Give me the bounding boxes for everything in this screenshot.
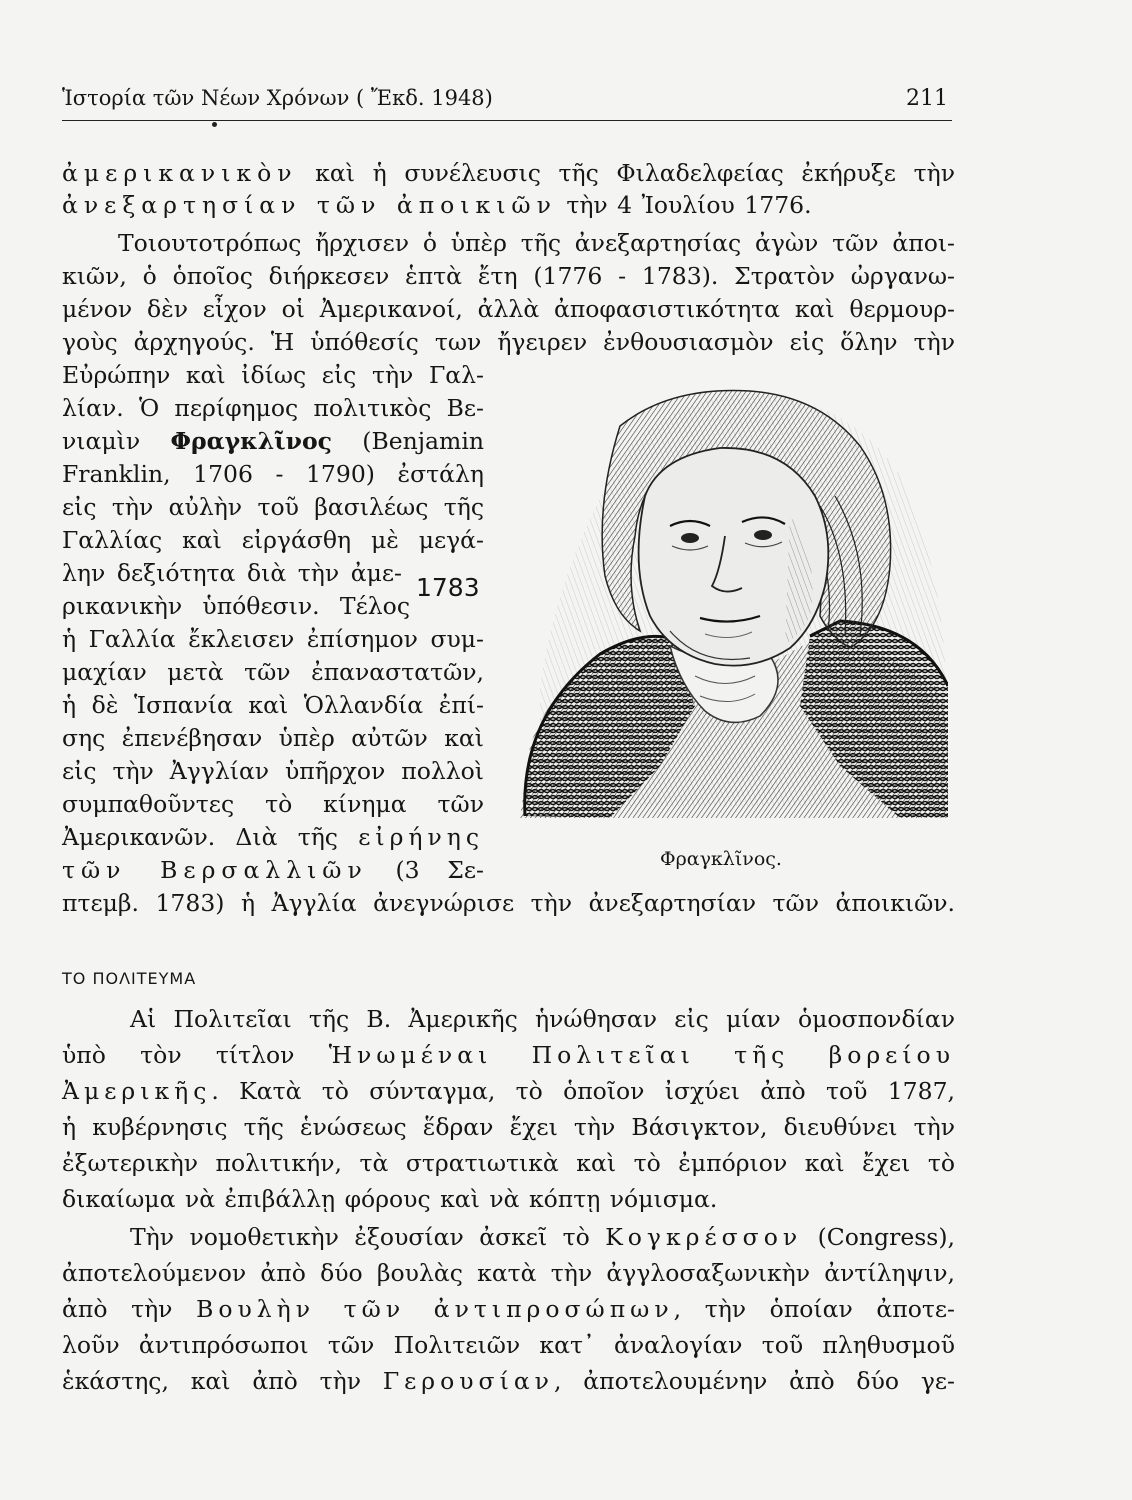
text-line: ρικανικὴν ὑπόθεσιν. Τέλος (62, 592, 410, 620)
text-line: ὑπὸ τὸν τίτλον Ἡνωμέναι Πολιτεῖαι τῆς βορείου (62, 1041, 955, 1069)
text-line: Τοιουτοτρόπως ἤρχισεν ὁ ὑπὲρ τῆς ἀνεξαρτησίας ἀγὼν τῶν ἀποι- (118, 229, 955, 257)
running-header (62, 86, 952, 121)
text-line: Γαλλίας καὶ εἰργάσθη μὲ μεγά- (62, 526, 484, 554)
franklin-name: Φραγκλῖνος (170, 427, 332, 455)
text-line: Τὴν νομοθετικὴν ἐξουσίαν ἀσκεῖ τὸ Κογκρέσσον (Congress), (130, 1223, 955, 1251)
figure-caption: Φραγκλῖνος. (660, 848, 782, 870)
text-line: Αἱ Πολιτεῖαι τῆς Β. Ἀμερικῆς ἡνώθησαν εἰς μίαν ὁμοσπονδίαν (130, 1005, 955, 1033)
text-line: ἐξωτερικὴν πολιτικήν, τὰ στρατιωτικὰ καὶ τὸ ἐμπόριον καὶ ἔχει τὸ (62, 1149, 955, 1177)
text-line: συμπαθοῦντες τὸ κίνημα τῶν (62, 790, 484, 818)
text-line: λίαν. Ὁ περίφημος πολιτικὸς Βε- (62, 394, 484, 422)
text-line: ἡ Γαλλία ἔκλεισεν ἐπίσημον συμ- (62, 625, 484, 653)
text-line: λοῦν ἀντιπρόσωποι τῶν Πολιτειῶν κατ᾽ ἀναλογίαν τοῦ πληθυσμοῦ (62, 1331, 955, 1359)
margin-year: 1783 (416, 573, 480, 602)
text-line: ἀπὸ τὴν Βουλὴν τῶν ἀντιπροσώπων, τὴν ὁποίαν ἀποτε- (62, 1295, 955, 1323)
text-line: ἑκάστης, καὶ ἀπὸ τὴν Γερουσίαν, ἀποτελουμένην ἀπὸ δύο γε- (62, 1367, 956, 1395)
text-line: κιῶν, ὁ ὁποῖος διήρκεσεν ἑπτὰ ἔτη (1776 - 1783). Στρατὸν ὠργανω- (62, 262, 955, 290)
text-line: ἡ κυβέρνησις τῆς ἑνώσεως ἕδραν ἔχει τὴν Βάσιγκτον, διευθύνει τὴν (62, 1113, 955, 1141)
text-line: γοὺς ἀρχηγούς. Ἡ ὑπόθεσίς των ἤγειρεν ἐνθουσιασμὸν εἰς ὅλην τὴν (62, 328, 955, 356)
text-line: νιαμὶν Φραγκλῖνος (Benjamin (62, 427, 484, 455)
text-line: μαχίαν μετὰ τῶν ἐπαναστατῶν, (62, 658, 484, 686)
text-line: εἰς τὴν Ἀγγλίαν ὑπῆρχον πολλοὶ (62, 757, 484, 785)
print-dot (212, 122, 217, 127)
text-line: ἡ δὲ Ἱσπανία καὶ Ὁλλανδία ἐπί- (62, 691, 484, 719)
text-line: ἀμερικανικὸν καὶ ἡ συνέλευσις τῆς Φιλαδελφείας ἐκήρυξε τὴν (62, 159, 955, 187)
text-line: ἀνεξαρτησίαν τῶν ἀποικιῶν τὴν 4 Ἰουλίου 1776. (62, 191, 812, 219)
section-title: ΤΟ ΠΟΛΙΤΕΥΜΑ (62, 969, 197, 988)
text-line: λην δεξιότητα διὰ τὴν ἀμε- (62, 559, 402, 587)
text-line: Ἀμερικανῶν. Διὰ τῆς εἰρήνης (62, 823, 484, 851)
text-line: ἀποτελούμενον ἀπὸ δύο βουλὰς κατὰ τὴν ἀγγλοσαξωνικὴν ἀντίληψιν, (62, 1259, 955, 1287)
text-line: σης ἐπενέβησαν ὑπὲρ αὐτῶν καὶ (62, 724, 484, 752)
text-line: Ἀμερικῆς. Κατὰ τὸ σύνταγμα, τὸ ὁποῖον ἰσχύει ἀπὸ τοῦ 1787, (62, 1077, 955, 1105)
page-number: 211 (906, 86, 948, 111)
franklin-portrait (520, 386, 948, 818)
text-line: δικαίωμα νὰ ἐπιβάλλῃ φόρους καὶ νὰ κόπτῃ νόμισμα. (62, 1185, 718, 1213)
text-line: μένον δὲν εἶχον οἱ Ἀμερικανοί, ἀλλὰ ἀποφασιστικότητα καὶ θερμουρ- (62, 295, 955, 323)
text-line: Franklin, 1706 - 1790) ἐστάλη (62, 460, 484, 488)
text-line: Εὐρώπην καὶ ἰδίως εἰς τὴν Γαλ- (62, 361, 484, 389)
text-line: τῶν Βερσαλλιῶν (3 Σε- (62, 856, 484, 884)
book-title: Ἱστορία τῶν Νέων Χρόνων ( Ἔκδ. 1948) (62, 86, 493, 110)
text-line: πτεμβ. 1783) ἡ Ἀγγλία ἀνεγνώρισε τὴν ἀνεξαρτησίαν τῶν ἀποικιῶν. (62, 889, 955, 917)
text-line: εἰς τὴν αὐλὴν τοῦ βασιλέως τῆς (62, 493, 484, 521)
